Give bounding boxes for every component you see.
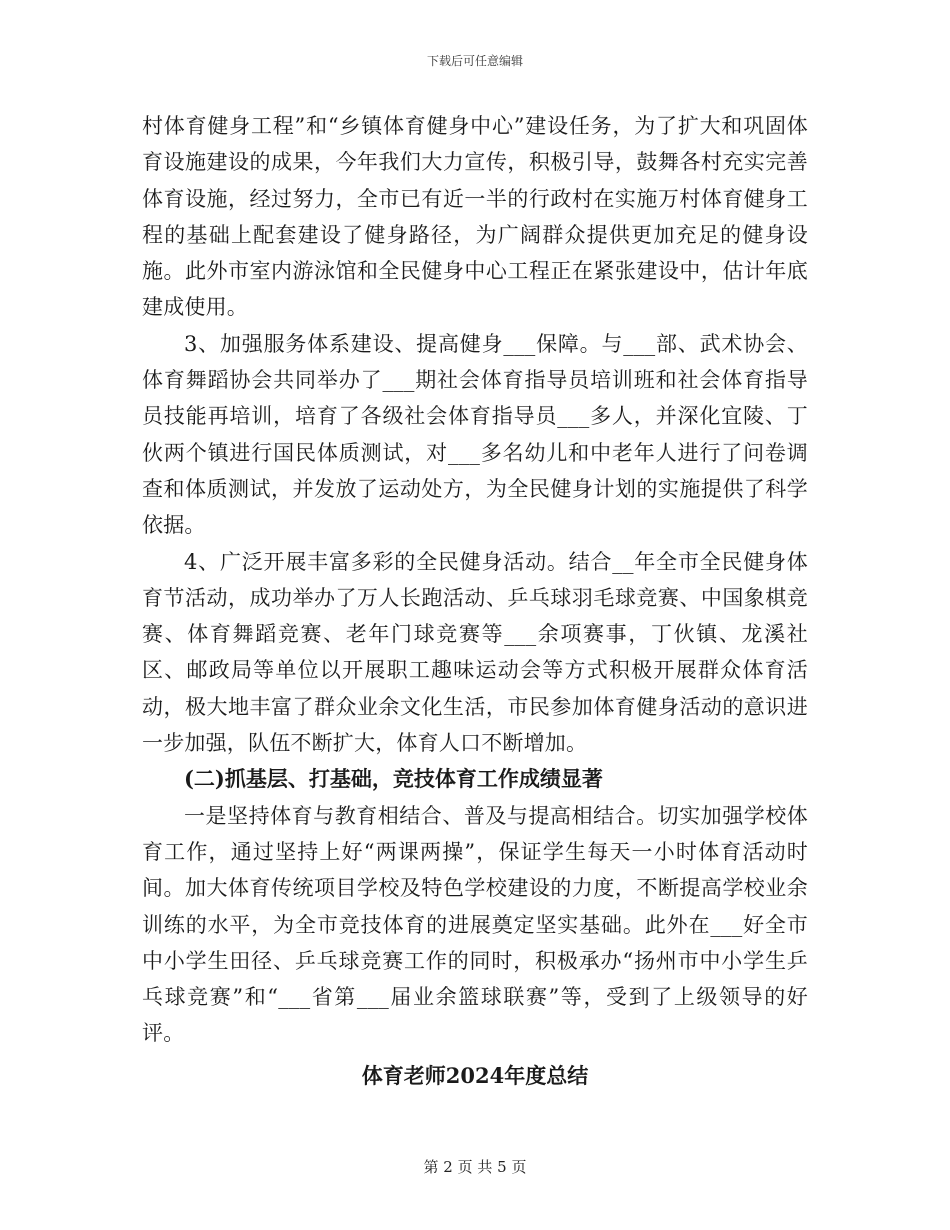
paragraph-service-system: 3、加强服务体系建设、提高健身___保障。与___部、武术协会、体育舞蹈协会共同举办了___期社会体育指导员培训班和社会体育指导员技能再培训，培育了各级社会体育指导员___多人，并深化宜陵、丁伙两个镇进行国民体质测试，对___多名幼儿和中老年人进行了问卷调查和体质测试，并发放了运动处方，为全民健身计划的实施提供了科学依据。: [142, 331, 808, 538]
section-subheading: (二)抓基层、打基础，竞技体育工作成绩显著: [184, 766, 603, 792]
paragraph-school-sports: 一是坚持体育与教育相结合、普及与提高相结合。切实加强学校体育工作，通过坚持上好“两课两操”，保证学生每天一小时体育活动时间。加大体育传统项目学校及特色学校建设的力度，不断提高学校业余训练的水平，为全市竞技体育的进展奠定坚实基础。此外在___好全市中小学生田径、乒乓球竞赛工作的同时，积极承办“扬州市中小学生乒乓球竞赛”和“___省第___届业余篮球联赛”等，受到了上级领导的好评。: [142, 803, 808, 1046]
page-header: 下载后可任意编辑: [426, 54, 523, 68]
page-number: 第 2 页 共 5 页: [423, 1158, 527, 1176]
paragraph-fitness-activities: 4、广泛开展丰富多彩的全民健身活动。结合__年全市全民健身体育节活动，成功举办了万人长跑活动、乒乓球羽毛球竞赛、中国象棋竞赛、体育舞蹈竞赛、老年门球竞赛等___余项赛事，丁伙镇、龙溪社区、邮政局等单位以开展职工趣味运动会等方式积极开展群众体育活动，极大地丰富了群众业余文化生活，市民参加体育健身活动的意识进一步加强，队伍不断扩大，体育人口不断增加。: [142, 549, 808, 756]
document-title: 体育老师2024年度总结: [361, 1062, 589, 1088]
document-body: [142, 108, 808, 1094]
paragraph-continuation: 村体育健身工程”和“乡镇体育健身中心”建设任务，为了扩大和巩固体育设施建设的成果，今年我们大力宣传，积极引导，鼓舞各村充实完善体育设施，经过努力，全市已有近一半的行政村在实施万村体育健身工程的基础上配套建设了健身路径，为广阔群众提供更加充足的健身设施。此外市室内游泳馆和全民健身中心工程正在紧张建设中，估计年底建成使用。: [142, 114, 808, 320]
